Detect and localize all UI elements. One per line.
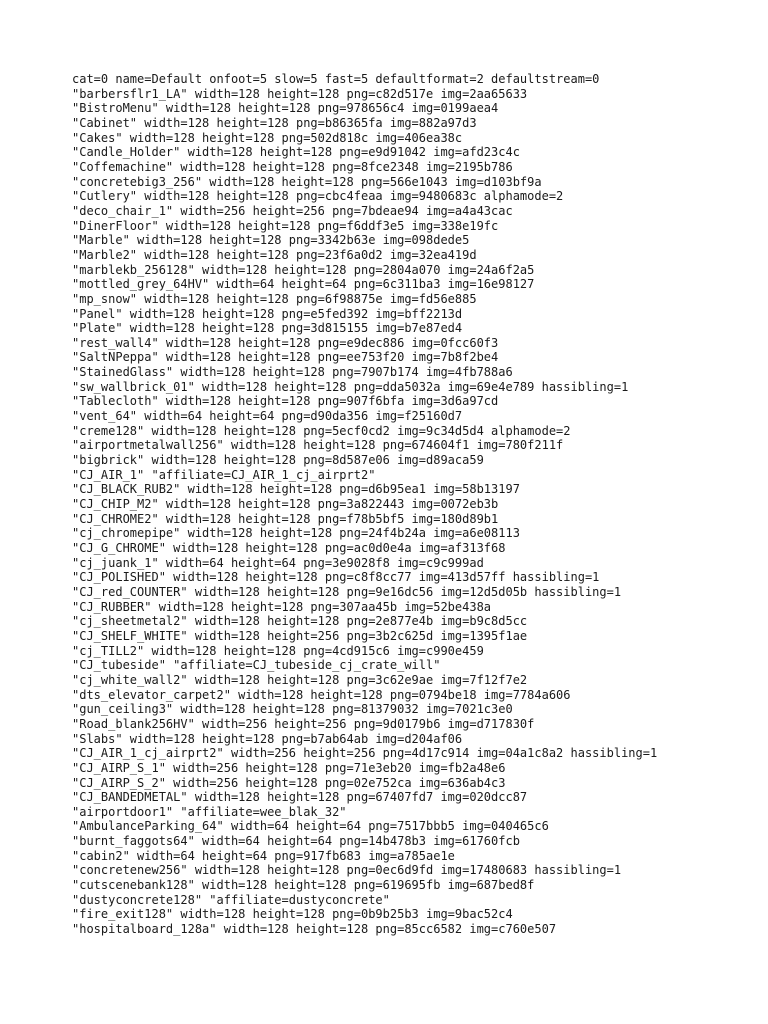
texture-entry-line: "Marble" width=128 height=128 png=3342b63e img=098dede5 [72, 233, 470, 248]
texture-entry-line: "Cabinet" width=128 height=128 png=b86365fa img=882a97d3 [72, 115, 477, 130]
texture-entry-line: "barbersflr1_LA" width=128 height=128 png=c82d517e img=2aa65633 [72, 86, 528, 101]
texture-entry-line: "CJ_SHELF_WHITE" width=128 height=256 png=3b2c625d img=1395f1ae [72, 628, 528, 643]
texture-entry-line: "vent_64" width=64 height=64 png=d90da356 img=f25160d7 [72, 409, 463, 424]
texture-entry-line: "Marble2" width=128 height=128 png=23f6a0d2 img=32ea419d [72, 247, 477, 262]
texture-entry-line: "fire_exit128" width=128 height=128 png=0b9b25b3 img=9bac52c4 [72, 907, 513, 922]
texture-entry-line: "Plate" width=128 height=128 png=3d815155 img=b7e87ed4 [72, 321, 463, 336]
texture-entry-line: "mottled_grey_64HV" width=64 height=64 png=6c311ba3 img=16e98127 [72, 277, 535, 292]
texture-entry-line: "marblekb_256128" width=128 height=128 png=2804a070 img=24a6f2a5 [72, 262, 535, 277]
texture-entry-line: "dts_elevator_carpet2" width=128 height=128 png=0794be18 img=7784a606 [72, 687, 571, 702]
texture-entry-line: "CJ_BANDEDMETAL" width=128 height=128 png=67407fd7 img=020dcc87 [72, 790, 528, 805]
texture-entry-line: "airportdoor1" "affiliate=wee_blak_32" [72, 804, 347, 819]
texture-entry-line: "CJ_AIR_1" "affiliate=CJ_AIR_1_cj_airprt2" [72, 467, 376, 482]
texture-entry-line: "Coffemachine" width=128 height=128 png=8fce2348 img=2195b786 [72, 159, 513, 174]
texture-entry-line: "hospitalboard_128a" width=128 height=128 png=85cc6582 img=c760e507 [72, 922, 557, 937]
texture-entry-line: "deco_chair_1" width=256 height=256 png=7bdeae94 img=a4a43cac [72, 203, 513, 218]
texture-entry-line: "burnt_faggots64" width=64 height=64 png=14b478b3 img=61760fcb [72, 834, 520, 849]
texture-entry-line: "cabin2" width=64 height=64 png=917fb683 img=a785ae1e [72, 848, 455, 863]
texture-entry-line: "CJ_red_COUNTER" width=128 height=128 png=9e16dc56 img=12d5d05b hassibling=1 [72, 584, 622, 599]
texture-entry-line: "CJ_CHROME2" width=128 height=128 png=f78b5bf5 img=180d89b1 [72, 511, 499, 526]
texture-entry-line: "BistroMenu" width=128 height=128 png=978656c4 img=0199aea4 [72, 101, 499, 116]
texture-entry-line: "Road_blank256HV" width=256 height=256 png=9d0179b6 img=d717830f [72, 716, 535, 731]
texture-entry-line: "airportmetalwall256" width=128 height=128 png=674604f1 img=780f211f [72, 438, 564, 453]
texture-entry-line: "CJ_tubeside" "affiliate=CJ_tubeside_cj_crate_will" [72, 658, 441, 673]
texture-entry-line: "cj_juank_1" width=64 height=64 png=3e9028f8 img=c9c999ad [72, 555, 484, 570]
header-line: cat=0 name=Default onfoot=5 slow=5 fast=5 defaultformat=2 defaultstream=0 [72, 72, 600, 86]
texture-entry-line: "CJ_POLISHED" width=128 height=128 png=c8f8cc77 img=413d57ff hassibling=1 [72, 570, 600, 585]
texture-entry-line: "StainedGlass" width=128 height=128 png=7907b174 img=4fb788a6 [72, 365, 513, 380]
texture-entry-line: "CJ_BLACK_RUB2" width=128 height=128 png=d6b95ea1 img=58b13197 [72, 482, 520, 497]
texture-entry-line: "concretenew256" width=128 height=128 png=0ec6d9fd img=17480683 hassibling=1 [72, 863, 622, 878]
texture-entry-line: "Panel" width=128 height=128 png=e5fed392 img=bff2213d [72, 306, 463, 321]
texture-entry-line: "Candle_Holder" width=128 height=128 png=e9d91042 img=afd23c4c [72, 145, 520, 160]
texture-entry-line: "creme128" width=128 height=128 png=5ecf0cd2 img=9c34d5d4 alphamode=2 [72, 423, 571, 438]
texture-entry-line: "concretebig3_256" width=128 height=128 png=566e1043 img=d103bf9a [72, 174, 542, 189]
texture-entry-line: "cj_sheetmetal2" width=128 height=128 png=2e877e4b img=b9c8d5cc [72, 614, 528, 629]
texture-entry-line: "rest_wall4" width=128 height=128 png=e9dec886 img=0fcc60f3 [72, 335, 499, 350]
texture-entry-line: "bigbrick" width=128 height=128 png=8d587e06 img=d89aca59 [72, 453, 484, 468]
texture-entry-line: "Slabs" width=128 height=128 png=b7ab64ab img=d204af06 [72, 731, 463, 746]
texture-entry-line: "CJ_AIRP_S_1" width=256 height=128 png=71e3eb20 img=fb2a48e6 [72, 760, 506, 775]
texture-listing [72, 72, 657, 937]
texture-entry-line: "CJ_RUBBER" width=128 height=128 png=307aa45b img=52be438a [72, 599, 492, 614]
texture-entry-line: "cutscenebank128" width=128 height=128 png=619695fb img=687bed8f [72, 878, 535, 893]
texture-entry-line: "Tablecloth" width=128 height=128 png=907f6bfa img=3d6a97cd [72, 394, 499, 409]
texture-entry-line: "cj_white_wall2" width=128 height=128 png=3c62e9ae img=7f12f7e2 [72, 672, 528, 687]
texture-entry-line: "SaltNPeppa" width=128 height=128 png=ee753f20 img=7b8f2be4 [72, 350, 499, 365]
texture-entry-line: "Cakes" width=128 height=128 png=502d818c img=406ea38c [72, 130, 463, 145]
texture-entry-line: "AmbulanceParking_64" width=64 height=64 png=7517bbb5 img=040465c6 [72, 819, 549, 834]
texture-entry-line: "sw_wallbrick_01" width=128 height=128 png=dda5032a img=69e4e789 hassibling=1 [72, 379, 629, 394]
texture-entry-line: "CJ_CHIP_M2" width=128 height=128 png=3a822443 img=0072eb3b [72, 497, 499, 512]
texture-entry-line: "Cutlery" width=128 height=128 png=cbc4feaa img=9480683c alphamode=2 [72, 189, 564, 204]
texture-entry-line: "DinerFloor" width=128 height=128 png=f6ddf3e5 img=338e19fc [72, 218, 499, 233]
texture-entry-line: "CJ_AIR_1_cj_airprt2" width=256 height=256 png=4d17c914 img=04a1c8a2 hassibling=1 [72, 746, 658, 761]
texture-entry-line: "CJ_AIRP_S_2" width=256 height=128 png=02e752ca img=636ab4c3 [72, 775, 506, 790]
texture-entry-line: "dustyconcrete128" "affiliate=dustyconcrete" [72, 892, 390, 907]
texture-entry-line: "CJ_G_CHROME" width=128 height=128 png=ac0d0e4a img=af313f68 [72, 541, 506, 555]
texture-entry-line: "mp_snow" width=128 height=128 png=6f98875e img=fd56e885 [72, 291, 477, 306]
texture-entry-line: "gun_ceiling3" width=128 height=128 png=81379032 img=7021c3e0 [72, 702, 513, 717]
texture-entry-line: "cj_TILL2" width=128 height=128 png=4cd915c6 img=c990e459 [72, 643, 484, 658]
texture-entry-line: "cj_chromepipe" width=128 height=128 png=24f4b24a img=a6e08113 [72, 526, 520, 541]
